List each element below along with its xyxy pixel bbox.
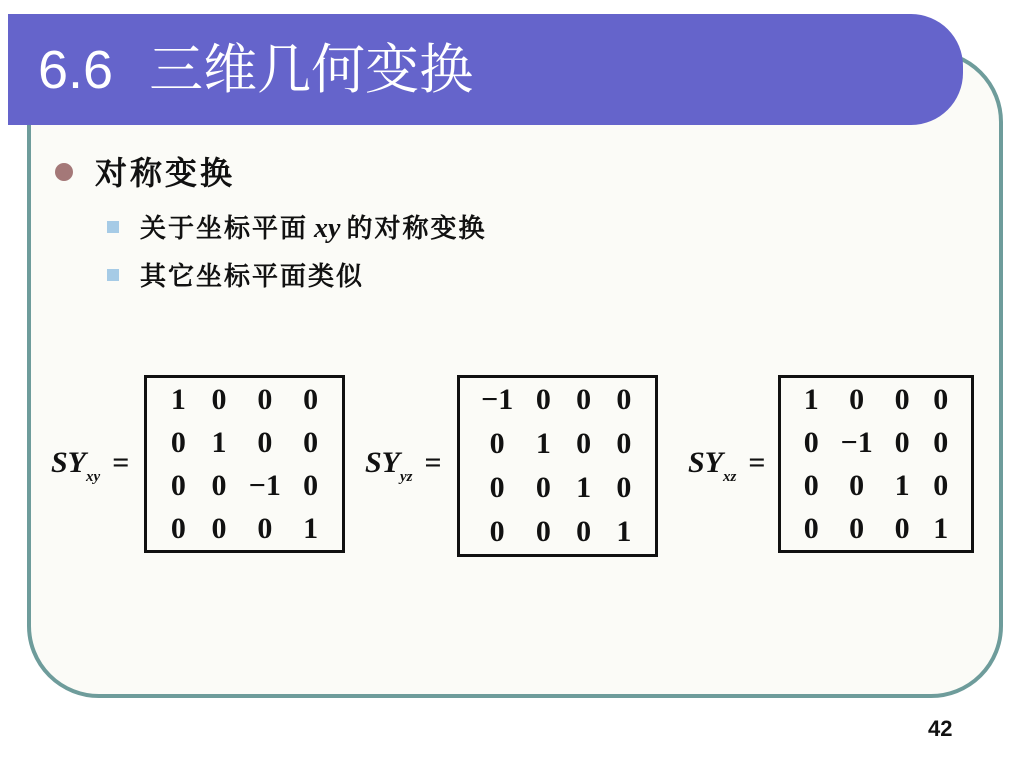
matrix-cell: 0 bbox=[849, 511, 865, 545]
matrix-cell: 0 bbox=[303, 382, 319, 416]
math-variable-xy: xy bbox=[314, 213, 341, 244]
matrix-cell: 0 bbox=[535, 515, 551, 548]
page-number: 42 bbox=[928, 716, 953, 741]
matrix-cell: 1 bbox=[616, 515, 632, 548]
matrix-grid bbox=[471, 378, 644, 554]
matrix-row bbox=[158, 464, 331, 507]
matrix-row bbox=[471, 422, 644, 466]
matrix-cell: 0 bbox=[257, 382, 273, 416]
title-text: 三维几何变换 bbox=[149, 40, 474, 100]
sub-bullet-xy-plane bbox=[140, 208, 486, 245]
equals-sign: = bbox=[112, 446, 130, 479]
bullet-dot bbox=[55, 163, 73, 181]
matrix-cell: 0 bbox=[576, 427, 592, 460]
matrix-cell: 0 bbox=[211, 382, 227, 416]
matrix-cell: 0 bbox=[489, 515, 505, 548]
matrix-cell: 1 bbox=[170, 382, 186, 416]
sub-bullet-square bbox=[107, 269, 119, 281]
matrix-cell: 0 bbox=[211, 468, 227, 502]
matrix-cell: 0 bbox=[803, 468, 819, 502]
matrix-cell: 0 bbox=[576, 515, 592, 548]
section-number: 6.6 bbox=[38, 40, 114, 100]
matrix-cell: 0 bbox=[616, 383, 632, 416]
matrix-cell: 0 bbox=[803, 511, 819, 545]
matrix-row bbox=[792, 378, 960, 421]
matrix-row bbox=[471, 378, 644, 422]
equals-sign: = bbox=[424, 446, 442, 479]
matrix-cell: 1 bbox=[535, 427, 551, 460]
matrix-symbol: SY bbox=[688, 446, 724, 479]
bullet-symmetry-transform: 对称变换 bbox=[95, 154, 236, 192]
matrix-sy-yz bbox=[457, 375, 658, 557]
matrix-cell: 1 bbox=[803, 382, 819, 416]
matrix-row bbox=[471, 466, 644, 510]
matrix-cell: 0 bbox=[303, 468, 319, 502]
matrix-cell: 0 bbox=[170, 468, 186, 502]
matrix-grid bbox=[792, 378, 960, 550]
matrix-cell: 0 bbox=[211, 511, 227, 545]
equals-sign: = bbox=[748, 446, 766, 479]
matrix-cell: 0 bbox=[489, 471, 505, 504]
matrix-cell: 0 bbox=[849, 382, 865, 416]
matrix-cell: −1 bbox=[248, 468, 281, 502]
matrix-cell: 1 bbox=[576, 471, 592, 504]
matrix-cell: 1 bbox=[933, 511, 949, 545]
matrix-cell: 0 bbox=[894, 425, 910, 459]
matrix-cell: 0 bbox=[535, 383, 551, 416]
matrix-label-yz bbox=[365, 446, 442, 485]
matrix-subscript: yz bbox=[400, 469, 413, 485]
matrix-row bbox=[158, 507, 331, 550]
matrix-cell: 0 bbox=[257, 511, 273, 545]
matrix-symbol: SY bbox=[365, 446, 401, 479]
matrix-row bbox=[158, 378, 331, 421]
matrix-cell: −1 bbox=[481, 383, 514, 416]
matrix-label-xz bbox=[688, 446, 766, 485]
matrix-cell: 0 bbox=[535, 471, 551, 504]
matrix-cell: 0 bbox=[894, 382, 910, 416]
sub-bullet-text-pre: 关于坐标平面 bbox=[140, 214, 309, 244]
matrix-cell: 0 bbox=[616, 471, 632, 504]
matrix-cell: 1 bbox=[303, 511, 319, 545]
matrix-cell: 0 bbox=[933, 425, 949, 459]
matrix-row bbox=[792, 507, 960, 550]
matrix-row bbox=[471, 510, 644, 554]
matrix-cell: 0 bbox=[849, 468, 865, 502]
matrix-row bbox=[158, 421, 331, 464]
matrix-cell: 0 bbox=[170, 511, 186, 545]
matrix-cell: 0 bbox=[894, 511, 910, 545]
matrix-cell: 0 bbox=[933, 382, 949, 416]
matrix-row bbox=[792, 421, 960, 464]
title-bar bbox=[8, 14, 963, 125]
matrix-cell: 0 bbox=[170, 425, 186, 459]
matrix-cell: 0 bbox=[803, 425, 819, 459]
matrix-cell: 0 bbox=[303, 425, 319, 459]
matrix-cell: 0 bbox=[933, 468, 949, 502]
matrix-cell: 1 bbox=[211, 425, 227, 459]
matrix-sy-xz bbox=[778, 375, 974, 553]
matrix-cell: 1 bbox=[894, 468, 910, 502]
matrix-row bbox=[792, 464, 960, 507]
sub-bullet-other-planes: 其它坐标平面类似 bbox=[140, 262, 365, 292]
matrix-sy-xy bbox=[144, 375, 345, 553]
matrix-symbol: SY bbox=[51, 446, 87, 479]
matrix-cell: 0 bbox=[616, 427, 632, 460]
matrix-cell: −1 bbox=[840, 425, 873, 459]
matrix-grid bbox=[158, 378, 331, 550]
matrix-label-xy bbox=[51, 446, 130, 485]
matrix-cell: 0 bbox=[257, 425, 273, 459]
slide-title bbox=[38, 38, 473, 102]
matrix-cell: 0 bbox=[576, 383, 592, 416]
matrix-cell: 0 bbox=[489, 427, 505, 460]
sub-bullet-text-post: 的对称变换 bbox=[346, 214, 487, 244]
matrix-subscript: xy bbox=[86, 469, 101, 485]
sub-bullet-square bbox=[107, 221, 119, 233]
matrix-subscript: xz bbox=[723, 469, 737, 485]
